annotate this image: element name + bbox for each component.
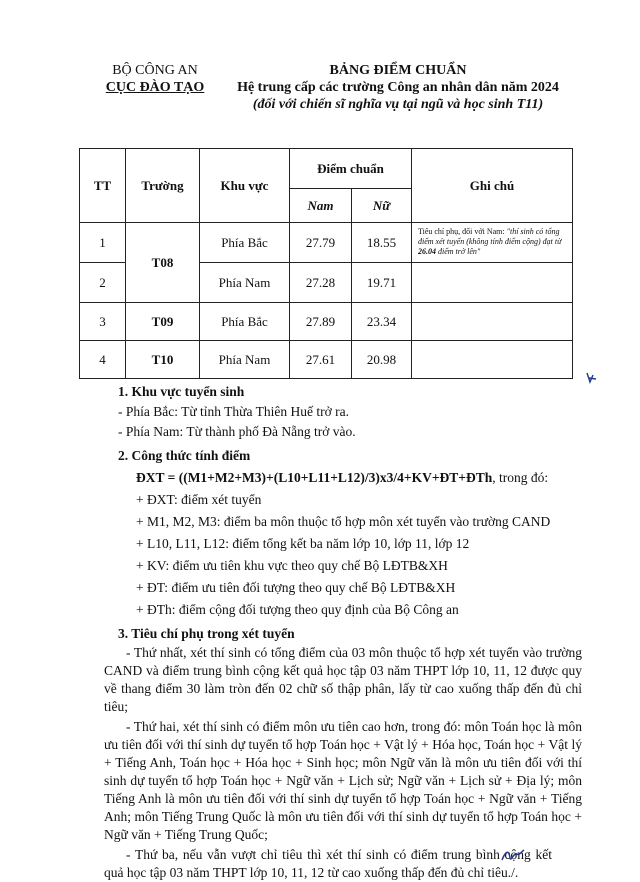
- section-cong-thuc: [104, 446, 584, 620]
- criterion-2: - Thứ hai, xét thí sinh có điểm môn ưu tiên cao hơn, trong đó: môn Toán học là môn ưu tiên đối với thí sinh dự tuyển tổ hợp Toán học + Vật lý + Hóa học, Toán học + Vật lý + Tiếng Anh, Toán học + Hóa học + Sinh học; môn Ngữ văn là môn ưu tiên đối với thí sinh dự tuyển tổ hợp Toán học + Ngữ văn + Lịch sử; Ngữ văn + Lịch sử + Địa lý; môn Tiếng Anh là môn ưu tiên đối với thí sinh dự tuyển tổ hợp Toán học + Ngữ văn + Tiếng Anh; môn Tiếng Trung Quốc là môn ưu tiên đối với thí sinh dự tuyển tổ hợp Toán học + Ngữ văn + Tiếng Trung Quốc;: [104, 719, 582, 842]
- section-1-title: 1. Khu vực tuyển sinh: [118, 384, 245, 399]
- criterion-3: - Thứ ba, nếu vẫn vượt chỉ tiêu thì xét thí sinh có điểm trung bình cộng kết quả học tập 03 năm THPT lớp 10, 11, 12 từ cao xuống thấp đến đủ chỉ tiêu./.: [104, 847, 552, 880]
- document-title-block: [218, 62, 578, 113]
- formula-item: + KV: điểm ưu tiên khu vực theo quy chế Bộ LĐTB&XH: [136, 558, 448, 573]
- document-title: BẢNG ĐIỂM CHUẨN: [329, 63, 467, 78]
- score-table: [79, 148, 573, 379]
- header-tt: TT: [80, 149, 126, 223]
- cell-nu: 18.55: [352, 223, 412, 263]
- header-khu-vuc: Khu vực: [200, 149, 290, 223]
- section-khu-vuc: [104, 382, 584, 442]
- note-suffix: điểm trở lên": [436, 247, 481, 256]
- criterion-1: - Thứ nhất, xét thí sinh có tổng điểm của 03 môn thuộc tổ hợp xét tuyển vào trường CAND và điểm trung bình cộng kết quả học tập 03 năm THPT lớp 10, 11, 12 được quy về thang điểm 30 làm tròn đến 02 chữ số thập phân, lấy từ cao xuống thấp đến đủ chỉ tiêu;: [104, 645, 582, 714]
- section-2-title: 2. Công thức tính điểm: [118, 448, 251, 463]
- issuer-department: CỤC ĐÀO TẠO: [105, 80, 205, 95]
- table-row: [80, 303, 573, 341]
- cell-tt: 3: [80, 303, 126, 341]
- formula-tail: , trong đó:: [492, 470, 549, 485]
- header-truong: Trường: [126, 149, 200, 223]
- document-subtitle: Hệ trung cấp các trường Công an nhân dân năm 2024: [237, 80, 559, 95]
- document-subtitle-note: (đối với chiến sĩ nghĩa vụ tại ngũ và học sinh T11): [252, 97, 544, 112]
- cell-nu: 19.71: [352, 263, 412, 303]
- note-threshold: 26.04: [418, 247, 436, 256]
- cell-ghi-chu: [412, 263, 573, 303]
- note-prefix: Tiêu chí phụ, đối với Nam:: [418, 227, 507, 236]
- formula-item: + ĐXT: điểm xét tuyển: [136, 492, 262, 507]
- cell-khu-vuc: Phía Nam: [200, 263, 290, 303]
- section-3-title: 3. Tiêu chí phụ trong xét tuyển: [118, 626, 295, 641]
- formula: ĐXT = ((M1+M2+M3)+(L10+L11+L12)/3)x3/4+KV+ĐT+ĐTh: [136, 470, 493, 485]
- cell-tt: 1: [80, 223, 126, 263]
- section-tieu-chi-phu: [104, 624, 582, 882]
- signature-mark-icon: [500, 846, 526, 864]
- cell-truong: T10: [126, 341, 200, 379]
- cell-ghi-chu: [412, 303, 573, 341]
- issuer-block: [80, 62, 230, 96]
- header-nu: Nữ: [352, 189, 412, 223]
- header-ghi-chu: Ghi chú: [412, 149, 573, 223]
- section-1-line-north: - Phía Bắc: Từ tỉnh Thừa Thiên Huế trở ra.: [118, 404, 349, 419]
- table-row: [80, 223, 573, 263]
- cell-ghi-chu-note: [412, 223, 573, 263]
- formula-item: + ĐTh: điểm cộng đối tượng theo quy định của Bộ Công an: [136, 602, 459, 617]
- cell-tt: 2: [80, 263, 126, 303]
- formula-item: + M1, M2, M3: điểm ba môn thuộc tổ hợp môn xét tuyển vào trường CAND: [136, 514, 551, 529]
- issuer-ministry: BỘ CÔNG AN: [112, 63, 198, 78]
- cell-tt: 4: [80, 341, 126, 379]
- formula-line: [104, 468, 584, 488]
- cell-truong: T08: [126, 223, 200, 303]
- formula-item: + L10, L11, L12: điểm tổng kết ba năm lớp 10, lớp 11, lớp 12: [136, 536, 470, 551]
- initial-mark-icon: [584, 370, 600, 386]
- header-nam: Nam: [290, 189, 352, 223]
- cell-nu: 23.34: [352, 303, 412, 341]
- cell-nam: 27.79: [290, 223, 352, 263]
- cell-nu: 20.98: [352, 341, 412, 379]
- cell-nam: 27.89: [290, 303, 352, 341]
- cell-khu-vuc: Phía Nam: [200, 341, 290, 379]
- cell-khu-vuc: Phía Bắc: [200, 303, 290, 341]
- table-row: [80, 341, 573, 379]
- formula-item: + ĐT: điểm ưu tiên đối tượng theo quy chế Bộ LĐTB&XH: [136, 580, 456, 595]
- cell-khu-vuc: Phía Bắc: [200, 223, 290, 263]
- cell-truong: T09: [126, 303, 200, 341]
- header-diem-chuan: Điểm chuẩn: [290, 149, 412, 189]
- section-1-line-south: - Phía Nam: Từ thành phố Đà Nẵng trở vào.: [118, 424, 356, 439]
- cell-nam: 27.28: [290, 263, 352, 303]
- cell-nam: 27.61: [290, 341, 352, 379]
- cell-ghi-chu: [412, 341, 573, 379]
- note-text: "thí sinh có tổng điểm xét tuyển (không tính điểm cộng) đạt từ: [418, 227, 562, 246]
